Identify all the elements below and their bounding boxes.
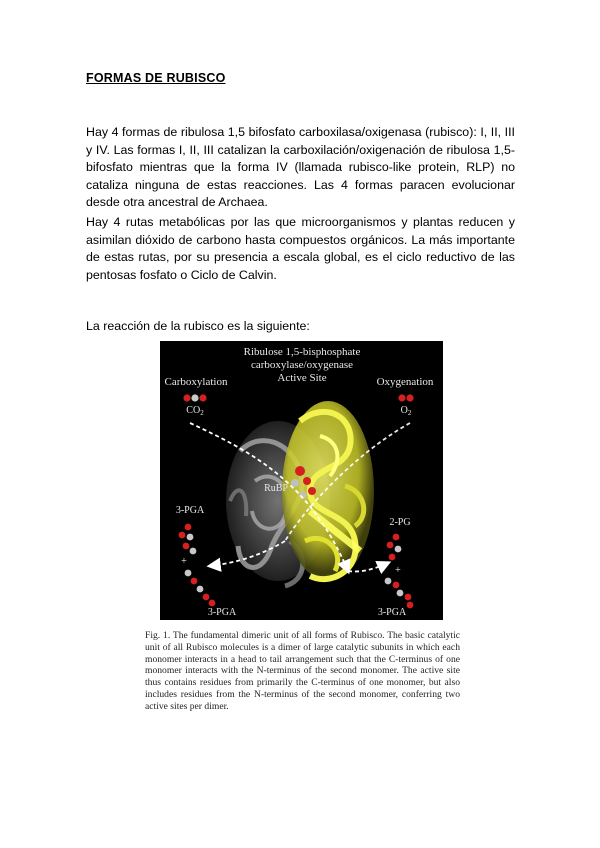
figure-title-line2: carboxylase/oxygenase bbox=[250, 359, 354, 371]
right-product-bottom-label: 3-PGA bbox=[377, 607, 407, 618]
co2-label: $CO_2$ bbox=[186, 405, 204, 417]
rubp-label: RuBP bbox=[264, 483, 288, 494]
page-title: FORMAS DE RUBISCO bbox=[86, 71, 226, 85]
o2-molecule bbox=[398, 394, 413, 401]
3pga-molecule-right bbox=[385, 578, 414, 609]
2pg-molecule bbox=[387, 534, 402, 561]
paragraph-reaction-intro: La reacción de la rubisco es la siguiente: bbox=[86, 319, 310, 333]
rubisco-diagram bbox=[160, 341, 443, 620]
3pga-molecule-left-top bbox=[179, 524, 197, 555]
left-product-top-label: 3-PGA bbox=[175, 505, 205, 516]
figure-title-line3: Active Site bbox=[277, 372, 327, 384]
figure-caption: Fig. 1. The fundamental dimeric unit of all forms of Rubisco. The basic catalytic unit of all Rubisco molecules is a dimer of large catalytic subunits in which each monomer interacts in a head to tail arrangement such that the C-terminus of one monomer interacts with the N-terminus of the second monomer. The active site thus contains residues from primarily the C-terminus of one monomer, but also includes residues from the N-terminus of the second monomer, conferring two active sites per dimer. bbox=[145, 630, 460, 712]
figure-title-line1: Ribulose 1,5-bisphosphate bbox=[243, 346, 361, 358]
3pga-molecule-left-bottom bbox=[185, 570, 216, 607]
left-product-bottom-label: 3-PGA bbox=[207, 607, 237, 618]
paragraph-rubisco-forms: Hay 4 formas de ribulosa 1,5 bifosfato carboxilasa/oxigenasa (rubisco): I, II, III y IV. Las formas I, II, III catalizan la carboxilación/oxigenación de ribulosa 1,5-bifosfato mientras que la forma IV (llamada rubisco-like protein, RLP) no cataliza ninguna de estas reacciones. Las 4 formas paracen evolucionar desde otra ancestral de Archaea. bbox=[86, 125, 515, 210]
oxygenation-label: Oxygenation bbox=[376, 376, 434, 388]
paragraph-metabolic-routes: Hay 4 rutas metabólicas por las que microorganismos y plantas reducen y asimilan dióxido de carbono hasta compuestos orgánicos. La más importante de estas rutas, por su presencia a escala global, es el ciclo reductivo de las pentosas fosfato o Ciclo de Calvin. bbox=[86, 215, 515, 282]
co2-molecule bbox=[183, 394, 206, 401]
o2-label: $O_2$ bbox=[400, 405, 412, 417]
right-plus-sign: + bbox=[395, 565, 401, 576]
carboxylation-label: Carboxylation bbox=[164, 376, 228, 388]
left-plus-sign: + bbox=[181, 556, 187, 567]
right-product-top-label: 2-PG bbox=[389, 517, 411, 528]
rubisco-figure bbox=[160, 341, 443, 620]
